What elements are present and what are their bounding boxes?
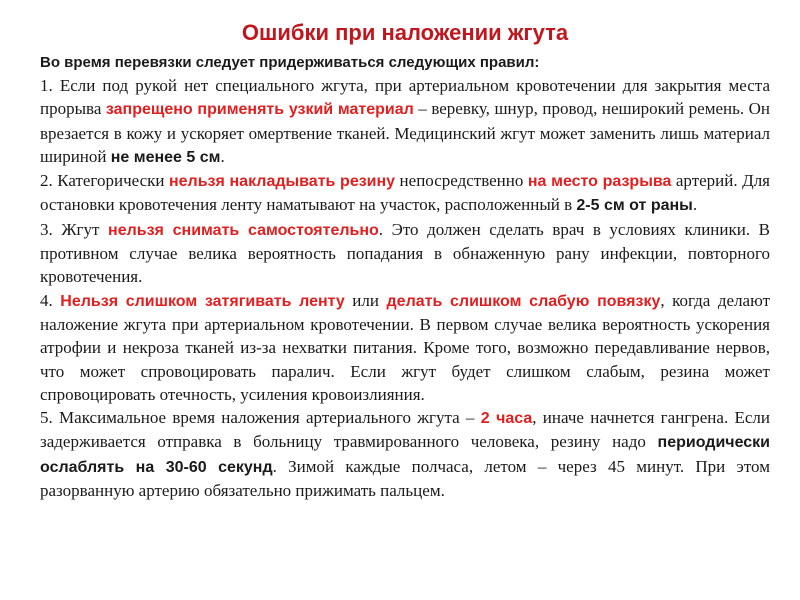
rule-emphasis: 2-5 см от раны [576,197,693,215]
rule-text: 4. [40,290,61,310]
rule-text: . [692,195,698,215]
rule-text: . [220,146,225,166]
rule-text: – веревку, шнур, провод, неширокий ремень. Он врезается в кожу и ускоряет омертвение тканей. Медицинский жгут может заменить лишь материал шириной [40,99,770,166]
rule-item-5 [40,406,770,502]
rule-text: 5. Максимальное время наложения артериального жгута – [40,408,481,428]
rule-text: . Зимой каждые полчаса, летом – через 45 минут. При этом разорванную артерию обязательно прижимать пальцем. [40,456,770,501]
rule-emphasis: периодически ослаблять на 30-60 секунд [40,434,770,476]
rule-text: 3. Жгут [40,219,109,239]
rule-highlight: Нельзя слишком затягивать ленту [60,292,345,310]
rule-highlight: делать слишком слабую повязку [386,292,661,310]
rule-text: артерий. Для остановки кровотечения ленту наматывают на участок, расположенный в [40,171,770,215]
rule-item-3 [40,218,770,289]
rule-text: 1. Если под рукой нет специального жгута, при артериальном кровотечении для закрытия места прорыва [40,76,770,119]
rule-text: или [344,290,387,310]
intro-text: Во время перевязки следует придерживаться следующих правил: [40,54,540,71]
rule-item-2 [40,169,770,218]
rule-text: непосредственно [395,171,528,191]
rule-emphasis: не менее 5 см [110,148,221,166]
rule-highlight: нельзя накладывать резину [168,173,396,191]
rule-item-4 [40,289,770,406]
rule-text: 2. Категорически [40,171,169,191]
rule-highlight: запрещено применять узкий материал [105,101,414,119]
rule-text: , иначе начнется гангрена. Если задерживается отправка в больницу травмированного человека, резину надо [40,408,770,452]
rule-highlight: 2 часа [480,410,533,428]
slide [40,18,770,588]
rule-highlight: на место разрыва [527,173,672,191]
rule-text: . Это должен сделать врач в условиях клиники. В противном случае велика вероятность попадания в обнаженную рану инфекции, повторного кровотечения. [40,219,771,287]
rule-highlight: нельзя снимать самостоятельно [108,221,379,239]
rule-text: , когда делают наложение жгута при артериальном кровотечении. В первом случае велика вероятность ускорения атрофии и некроза тканей из-за нехватки питания. Кроме того, возможно передавливание нервов, что может спровоцировать паралич. Если жгут будет слишком слабым, резина может спровоцировать отечность, усиления кровоизлияния. [40,290,771,404]
page-title: Ошибки при наложении жгута [241,20,569,45]
rule-item-1 [40,74,770,169]
